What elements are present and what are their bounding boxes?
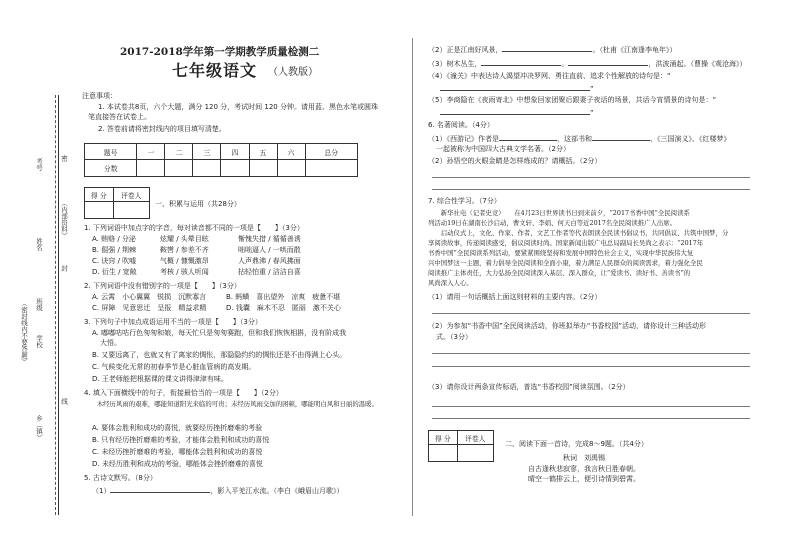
q1-option-b2: 鞍辔 / 参差不齐 — [160, 246, 209, 254]
score-input[interactable] — [165, 160, 193, 177]
q2-option-b: B. 蚂蟥 喜出望外 凉爽 疲惫不堪 — [226, 293, 341, 301]
q7-2-answer-line[interactable] — [432, 353, 750, 354]
score-cell-1: 一 — [137, 144, 165, 160]
q2-option-a: A. 云霄 小心翼翼 锐损 沉默寡言 — [92, 293, 207, 301]
q7-passage-4: 享阅读故事，传递阅读感受，倡议阅读时尚。国家新闻出版广电总局副局长吴尚之表示：“2017年 — [428, 239, 704, 247]
grader-label: 评卷人 — [457, 431, 493, 445]
q7-3-answer-line[interactable] — [432, 418, 750, 419]
r3-blank-1[interactable] — [481, 58, 561, 66]
score-input[interactable] — [221, 160, 249, 177]
grader-box — [84, 187, 150, 219]
inner-note: （内部资料） — [60, 200, 68, 239]
q5-stem: 5. 古诗文默写。（8分） — [84, 474, 157, 482]
q1-option-b3: 咄咄逼人 / 一哄而散 — [238, 246, 301, 254]
r4-line — [440, 83, 594, 94]
grader-label: 评卷人 — [113, 188, 149, 202]
q1-option-a3: 惭愧失措 / 循循善诱 — [238, 235, 301, 243]
section-2-heading: 二、阅读下面一首诗，完成8～9题。（共4分） — [505, 440, 648, 448]
score-input[interactable] — [305, 160, 357, 177]
q7-stem: 7. 综合性学习。（7分） — [428, 197, 501, 205]
score-cell-5: 五 — [249, 144, 277, 160]
q7-passage-2: 列活动19日在湖南长沙启动，曹文轩、李娟、何天白等近2017名全民阅读推广人出席。 — [428, 219, 677, 227]
q2-option-c: C. 屏障 见意思迁 呈报 精益求精 — [92, 304, 207, 312]
r2-text: （2）正是江南好风景， — [428, 46, 503, 54]
r3-blank-2[interactable] — [568, 58, 648, 66]
q1-stem: 1. 下列词语中加点字的字音，每对读音都不同的一项是【 】（3分） — [84, 224, 304, 232]
grader-score-label: 得 分 — [85, 188, 114, 202]
r5-text: （5）李商隐在《夜雨寄北》中想象回家团聚后跟妻子夜话的场景，共话今宵情景的诗句是：“ — [428, 96, 717, 104]
score-cell-3: 三 — [193, 144, 221, 160]
grader-score-input[interactable] — [85, 202, 114, 219]
grader-name-input[interactable] — [113, 202, 149, 219]
q7-passage-1: 新华社电（记者史竞） 在4月23日世界读书日到来前夕，“2017书香中国”全民阅读系 — [428, 209, 690, 217]
q5-1-suffix: ，影入平羌江水流。（李白《峨眉山月歌》） — [210, 487, 344, 495]
q1-option-c3: 人声鼎沸 / 春风拂面 — [238, 257, 301, 265]
edition-label: （人教版） — [268, 67, 318, 78]
grader-box-2 — [428, 430, 494, 462]
r5-line — [440, 107, 594, 118]
q7-2-stem-cont: 式。（3分） — [436, 333, 472, 341]
school-label: 学校 — [35, 335, 43, 348]
q2-stem: 2. 下列词语中没有错别字的一项是【 】（3分） — [84, 282, 241, 290]
q5-1-blank[interactable] — [110, 485, 210, 493]
line-mark: 线 — [60, 398, 68, 405]
q6-1-line — [428, 133, 730, 144]
q1-option-d2: 考核 / 骇人听闻 — [160, 268, 209, 276]
q1-option-c2: 气概 / 慷慨激昂 — [160, 257, 209, 265]
q4-option-c: C. 未经历挫折磨难的考验，哪能体会胜利和成功的喜悦 — [92, 448, 263, 456]
q7-passage-5: 书香中国”全民阅读系列活动，要紧紧围绕坚持和发展中国特色社会主义，实现中华民族伟大复 — [428, 249, 694, 257]
q4-option-b: B. 只有经历挫折磨难的考验，才能体会胜利和成功的喜悦 — [92, 436, 270, 444]
name-label: 姓名 — [35, 238, 43, 251]
q6-1-text-b: ，这部书和 — [556, 135, 592, 143]
subject-title: 七年级语文 — [172, 61, 258, 80]
feng-mark: 封 — [60, 265, 68, 272]
q6-2-answer-line[interactable] — [432, 177, 750, 178]
poem-line-1: 自古逢秋悲寂寥，我言秋日胜春朝。 — [528, 465, 640, 473]
q4-option-a: A. 要体会胜利和成功的喜悦，就要经历挫折磨难的考验 — [92, 424, 263, 432]
mi-mark: 密 — [60, 155, 68, 162]
r5-close: ” — [590, 109, 594, 117]
r3-mid: 。 — [561, 60, 569, 68]
r4-blank[interactable] — [440, 83, 590, 91]
exam-no-label: 考号 — [35, 158, 43, 171]
r3-text: （3）树木丛生， — [428, 60, 482, 68]
q1-option-d3: 拈轻怕重 / 洁洁自喜 — [238, 268, 301, 276]
q6-1-blank-book[interactable] — [592, 133, 650, 141]
class-label: 班级 — [35, 298, 43, 311]
q3-option-d: D. 王老师能把根据课的课文讲得津津有味。 — [92, 375, 228, 383]
q6-1-text: （1）《西游记》作者是 — [428, 135, 499, 143]
r5-blank[interactable] — [440, 107, 590, 115]
q5-1-prefix: （1） — [92, 487, 111, 495]
r4-close: ” — [590, 85, 594, 93]
q7-passage-7: 阅读推广主体责任，大力弘扬全民阅读深入基层、深入群众，让“爱读书、读好书、善读书”的 — [428, 269, 691, 277]
q4-passage: 木经历风雨的艰难，哪能知道阳光来临的可贵；未经历风雨交加的困顿，哪能明白风和日丽的温暖。 — [84, 400, 378, 408]
grader-score-input[interactable] — [429, 445, 458, 462]
q4-stem: 4. 填入下面横线中的句子，衔接最恰当的一项是【 】（2分） — [84, 389, 283, 397]
grader-score-label: 得 分 — [429, 431, 458, 445]
r2-blank[interactable] — [502, 44, 592, 52]
q7-2-stem: （2）为参加“书香中国”全民阅读活动，你班拟举办“书香校园”活动，请你设计三种活动形 — [428, 322, 706, 330]
q6-2-answer-line[interactable] — [432, 189, 750, 190]
r4-text: （4）《潼关》中表达诗人渴望冲决罗网、勇往直前、追求个性解放的诗句是：“ — [428, 72, 671, 80]
q7-2-answer-line[interactable] — [432, 366, 750, 367]
score-cell-6: 六 — [277, 144, 305, 160]
score-cell-total: 总分 — [305, 144, 357, 160]
score-cell-header: 题号 — [85, 144, 137, 160]
q7-3-answer-line[interactable] — [432, 406, 750, 407]
q3-stem: 3. 下列句子中加点成语运用不当的一项是【 】（3分） — [84, 318, 262, 326]
r2-source: 。（杜甫《江南逢李龟年》） — [592, 46, 677, 54]
seal-line — [58, 95, 59, 515]
q3-option-c: C. 气候变化无常的初春季节是心脏血管病的高发期。 — [92, 363, 256, 371]
q6-2-stem: （2）孙悟空的火眼金睛是怎样炼成的？请概括。（2分） — [428, 157, 602, 165]
notice-item-2: 2. 答卷前请将密封线内的项目填写清楚。 — [98, 125, 226, 133]
poem-line-2: 晴空一鹤排云上，便引诗情到碧霄。 — [528, 475, 640, 483]
q7-3-stem: （3）请你设计两条宣传标语，普选“书香校园”阅读氛围。（2分） — [428, 383, 630, 391]
section-1-heading: 一、积累与运用（共28分） — [155, 200, 241, 208]
score-input[interactable] — [193, 160, 221, 177]
seal-dashed-line — [55, 95, 56, 515]
score-input[interactable] — [277, 160, 305, 177]
q3-option-a-cont: 大悟。 — [100, 339, 121, 347]
page-divider — [412, 38, 413, 516]
town-label: 乡（镇） — [35, 415, 43, 441]
q1-option-a2: 炫耀 / 头晕目眩 — [160, 235, 209, 243]
r2-line — [428, 44, 676, 55]
q6-stem: 6. 名著阅读。（4分） — [428, 121, 494, 129]
q1-option-a1: A. 贿赂 / 分泌 — [92, 235, 136, 243]
q7-passage-3: 启动仪式上，文化、作家、作者、文艺工作者等代表朗读全民读书倡议书，共同倡议、共筑中国梦，分 — [428, 229, 729, 237]
exam-title: 2017-2018学年第一学期教学质量检测二 — [120, 46, 320, 58]
seal-note: （密封线内不要答题） — [20, 300, 28, 365]
score-input[interactable] — [137, 160, 165, 177]
notice-item-1: 1. 本试卷共8页，六个大题，满分 120 分，考试时间 120 分钟。请用蓝、黑色水笔或圆珠 — [98, 103, 378, 111]
q7-passage-6: 兴中国梦这一主题，着力倡导全民阅读和全面小康，着力满足人民群众的阅读需求，着力强化全民 — [428, 259, 703, 267]
q6-1-cont: 一起被称为中国四大古典文学名著。（2分） — [436, 145, 570, 153]
q1-option-b1: B. 倔强 / 荆棘 — [92, 246, 137, 254]
q6-1-blank-author[interactable] — [499, 133, 557, 141]
score-cell-4: 四 — [221, 144, 249, 160]
r3-end: ，洪波涌起。（曹操《观沧海》） — [648, 60, 747, 68]
score-table — [84, 143, 358, 177]
score-input[interactable] — [249, 160, 277, 177]
notice-item-1b: 笔直接答在试卷上。 — [88, 113, 151, 121]
score-row-label: 分数 — [85, 160, 137, 177]
score-cell-2: 二 — [165, 144, 193, 160]
notice-heading: 注意事项： — [82, 92, 117, 100]
q2-option-d: D. 钱囊 麻木不忍 匿丽 激不关心 — [226, 304, 341, 312]
q1-option-c1: C. 诀窍 / 吹嘘 — [92, 257, 137, 265]
q6-1-text-c: 、《三国演义》、《红楼梦》 — [649, 135, 731, 143]
q4-option-d: D. 未经历胜利和成功的考验，哪能体会挫折磨难的喜悦 — [92, 460, 263, 468]
q7-1-stem: （1）请用一句话概括上面这则材料的主要内容。（2分） — [428, 293, 602, 301]
q3-option-b: B. 又要远离了，也就又有了离家的惆怅，那隐隐约约的惆怅还是不由得满上心头。 — [92, 351, 347, 359]
q7-1-answer-line[interactable] — [432, 313, 750, 314]
grader-name-input[interactable] — [457, 445, 493, 462]
poem-title: 秋词 刘禹锡 — [563, 454, 605, 462]
q5-line-1 — [92, 485, 343, 496]
r3-line — [428, 58, 746, 69]
q1-option-d1: D. 衍生 / 宽敞 — [92, 268, 137, 276]
q7-passage-8: 风尚深入人心。 — [428, 279, 473, 287]
q3-option-a: A. 嘟嘟咕咕行色匆匆和娘，每天忙只是匆匆赛跑，但和我们恢恢相斟，没有阶成我 — [92, 329, 347, 337]
